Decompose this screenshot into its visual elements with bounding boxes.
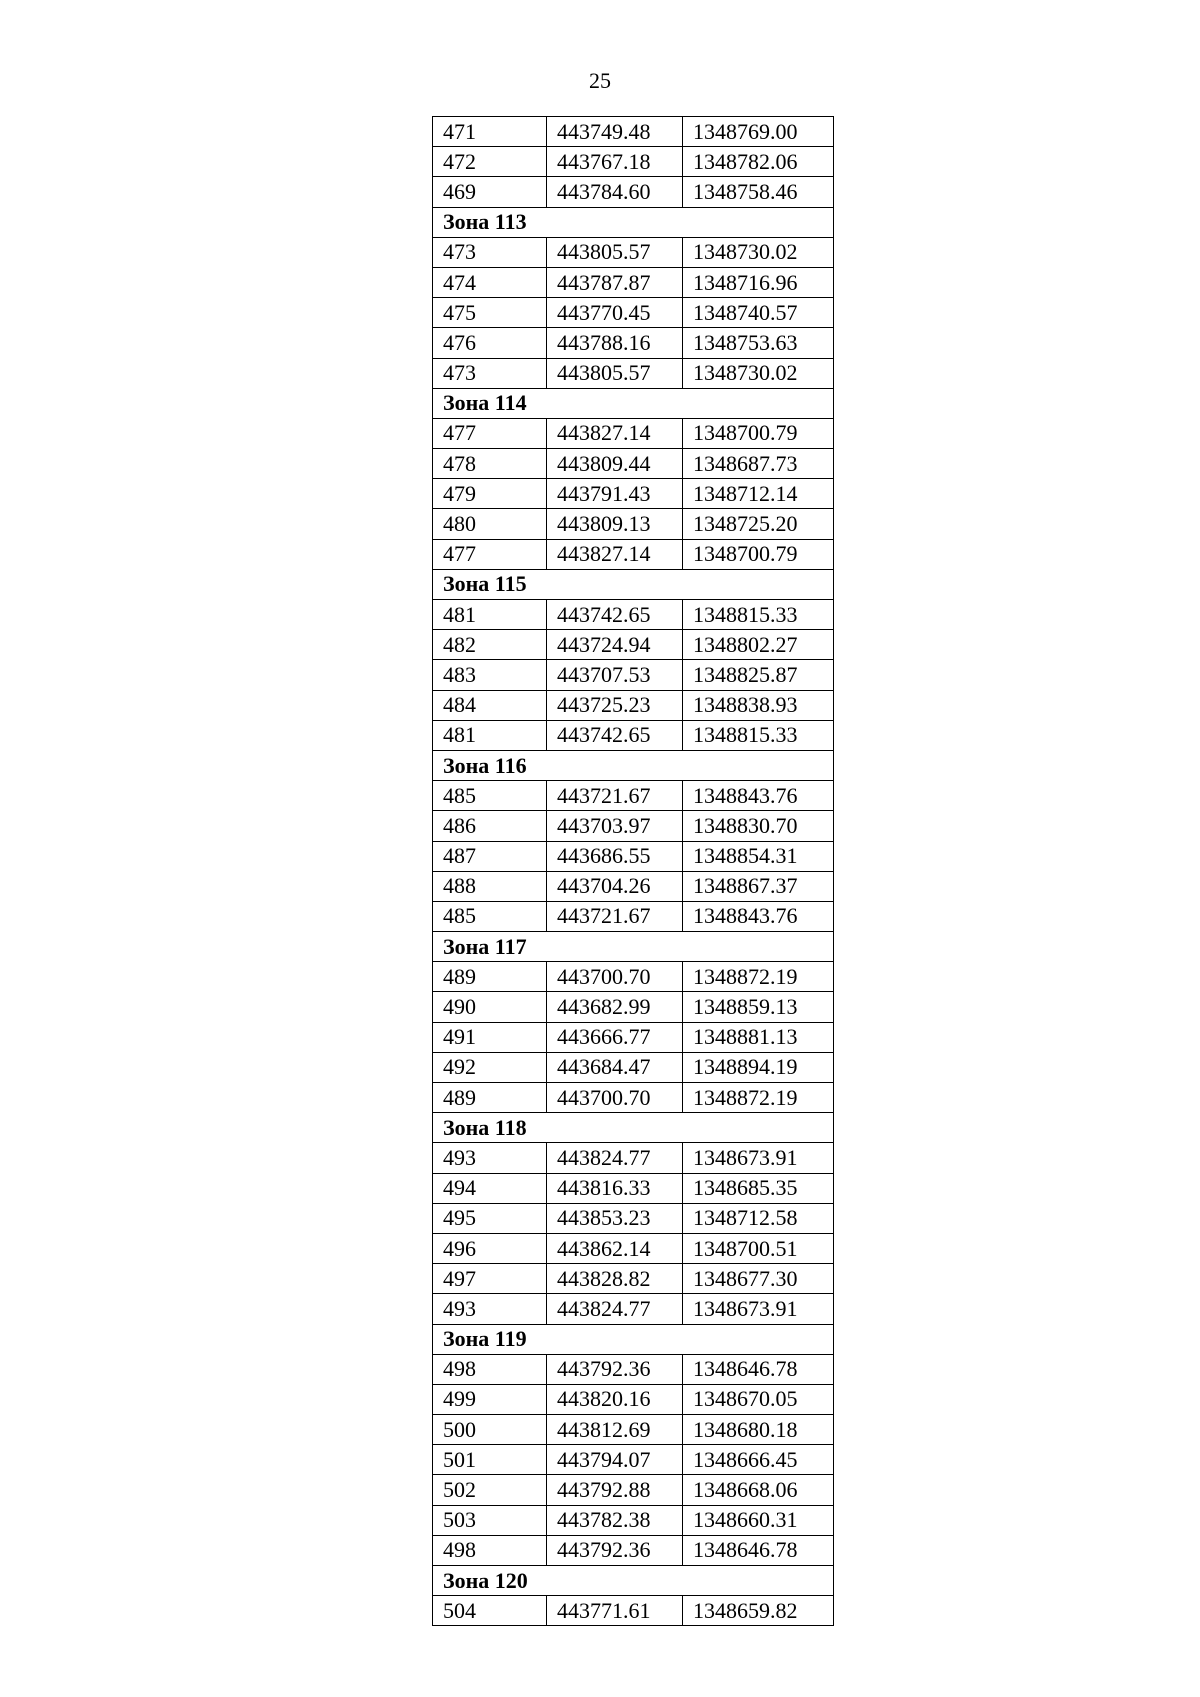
y-coordinate-cell: 1348782.06	[683, 147, 834, 177]
x-coordinate-cell: 443724.94	[547, 630, 683, 660]
y-coordinate-cell: 1348700.79	[683, 539, 834, 569]
point-number-cell: 495	[433, 1203, 547, 1233]
y-coordinate-cell: 1348881.13	[683, 1022, 834, 1052]
zone-label: Зона 118	[433, 1113, 834, 1143]
x-coordinate-cell: 443791.43	[547, 479, 683, 509]
zone-label: Зона 116	[433, 750, 834, 780]
point-number-cell: 501	[433, 1445, 547, 1475]
table-row	[433, 992, 834, 1022]
y-coordinate-cell: 1348730.02	[683, 358, 834, 388]
page-number: 25	[589, 68, 611, 93]
table-row	[433, 630, 834, 660]
point-number-cell: 471	[433, 117, 547, 147]
table-row	[433, 177, 834, 207]
zone-label: Зона 120	[433, 1566, 834, 1596]
point-number-cell: 478	[433, 449, 547, 479]
y-coordinate-cell: 1348802.27	[683, 630, 834, 660]
table-row	[433, 1384, 834, 1414]
table-row	[433, 1445, 834, 1475]
point-number-cell: 469	[433, 177, 547, 207]
x-coordinate-cell: 443682.99	[547, 992, 683, 1022]
point-number-cell: 487	[433, 841, 547, 871]
x-coordinate-cell: 443684.47	[547, 1052, 683, 1082]
point-number-cell: 491	[433, 1022, 547, 1052]
point-number-cell: 484	[433, 690, 547, 720]
y-coordinate-cell: 1348646.78	[683, 1535, 834, 1565]
y-coordinate-cell: 1348815.33	[683, 720, 834, 750]
y-coordinate-cell: 1348830.70	[683, 811, 834, 841]
table-row	[433, 267, 834, 297]
y-coordinate-cell: 1348859.13	[683, 992, 834, 1022]
x-coordinate-cell: 443767.18	[547, 147, 683, 177]
y-coordinate-cell: 1348700.79	[683, 418, 834, 448]
y-coordinate-cell: 1348685.35	[683, 1173, 834, 1203]
x-coordinate-cell: 443707.53	[547, 660, 683, 690]
y-coordinate-cell: 1348680.18	[683, 1415, 834, 1445]
table-row	[433, 1083, 834, 1113]
y-coordinate-cell: 1348668.06	[683, 1475, 834, 1505]
x-coordinate-cell: 443771.61	[547, 1596, 683, 1626]
x-coordinate-cell: 443749.48	[547, 117, 683, 147]
table-row	[433, 1354, 834, 1384]
x-coordinate-cell: 443805.57	[547, 358, 683, 388]
y-coordinate-cell: 1348677.30	[683, 1264, 834, 1294]
table-row	[433, 479, 834, 509]
y-coordinate-cell: 1348872.19	[683, 962, 834, 992]
point-number-cell: 480	[433, 509, 547, 539]
point-number-cell: 473	[433, 358, 547, 388]
y-coordinate-cell: 1348758.46	[683, 177, 834, 207]
x-coordinate-cell: 443784.60	[547, 177, 683, 207]
table-row	[433, 1022, 834, 1052]
y-coordinate-cell: 1348687.73	[683, 449, 834, 479]
x-coordinate-cell: 443816.33	[547, 1173, 683, 1203]
table-row	[433, 328, 834, 358]
x-coordinate-cell: 443862.14	[547, 1233, 683, 1263]
table-row	[433, 1294, 834, 1324]
x-coordinate-cell: 443805.57	[547, 237, 683, 267]
table-row	[433, 660, 834, 690]
table-row	[433, 600, 834, 630]
point-number-cell: 504	[433, 1596, 547, 1626]
point-number-cell: 477	[433, 418, 547, 448]
zone-label: Зона 114	[433, 388, 834, 418]
zone-label: Зона 119	[433, 1324, 834, 1354]
x-coordinate-cell: 443787.87	[547, 267, 683, 297]
x-coordinate-cell: 443828.82	[547, 1264, 683, 1294]
point-number-cell: 490	[433, 992, 547, 1022]
x-coordinate-cell: 443812.69	[547, 1415, 683, 1445]
point-number-cell: 500	[433, 1415, 547, 1445]
zone-header-row	[433, 388, 834, 418]
y-coordinate-cell: 1348660.31	[683, 1505, 834, 1535]
point-number-cell: 476	[433, 328, 547, 358]
table-row	[433, 1052, 834, 1082]
x-coordinate-cell: 443809.44	[547, 449, 683, 479]
point-number-cell: 498	[433, 1535, 547, 1565]
table-row	[433, 1596, 834, 1626]
y-coordinate-cell: 1348659.82	[683, 1596, 834, 1626]
coordinates-table-body	[433, 117, 834, 1626]
point-number-cell: 477	[433, 539, 547, 569]
table-row	[433, 298, 834, 328]
zone-header-row	[433, 932, 834, 962]
y-coordinate-cell: 1348700.51	[683, 1233, 834, 1263]
zone-label: Зона 117	[433, 932, 834, 962]
y-coordinate-cell: 1348725.20	[683, 509, 834, 539]
point-number-cell: 503	[433, 1505, 547, 1535]
table-row	[433, 901, 834, 931]
x-coordinate-cell: 443721.67	[547, 901, 683, 931]
table-row	[433, 690, 834, 720]
table-row	[433, 1203, 834, 1233]
point-number-cell: 485	[433, 901, 547, 931]
x-coordinate-cell: 443770.45	[547, 298, 683, 328]
table-row	[433, 1475, 834, 1505]
x-coordinate-cell: 443700.70	[547, 962, 683, 992]
x-coordinate-cell: 443703.97	[547, 811, 683, 841]
point-number-cell: 482	[433, 630, 547, 660]
table-row	[433, 237, 834, 267]
x-coordinate-cell: 443809.13	[547, 509, 683, 539]
table-row	[433, 1535, 834, 1565]
point-number-cell: 489	[433, 962, 547, 992]
y-coordinate-cell: 1348716.96	[683, 267, 834, 297]
x-coordinate-cell: 443824.77	[547, 1294, 683, 1324]
x-coordinate-cell: 443827.14	[547, 418, 683, 448]
zone-label: Зона 113	[433, 207, 834, 237]
x-coordinate-cell: 443782.38	[547, 1505, 683, 1535]
y-coordinate-cell: 1348815.33	[683, 600, 834, 630]
x-coordinate-cell: 443704.26	[547, 871, 683, 901]
table-row	[433, 1173, 834, 1203]
point-number-cell: 486	[433, 811, 547, 841]
x-coordinate-cell: 443794.07	[547, 1445, 683, 1475]
point-number-cell: 494	[433, 1173, 547, 1203]
y-coordinate-cell: 1348854.31	[683, 841, 834, 871]
y-coordinate-cell: 1348825.87	[683, 660, 834, 690]
table-row	[433, 147, 834, 177]
point-number-cell: 496	[433, 1233, 547, 1263]
y-coordinate-cell: 1348769.00	[683, 117, 834, 147]
coordinates-table	[432, 116, 834, 1626]
point-number-cell: 493	[433, 1294, 547, 1324]
y-coordinate-cell: 1348646.78	[683, 1354, 834, 1384]
table-row	[433, 781, 834, 811]
table-row	[433, 117, 834, 147]
zone-label: Зона 115	[433, 569, 834, 599]
table-row	[433, 1264, 834, 1294]
y-coordinate-cell: 1348753.63	[683, 328, 834, 358]
point-number-cell: 475	[433, 298, 547, 328]
zone-header-row	[433, 1566, 834, 1596]
point-number-cell: 489	[433, 1083, 547, 1113]
x-coordinate-cell: 443788.16	[547, 328, 683, 358]
table-row	[433, 841, 834, 871]
y-coordinate-cell: 1348666.45	[683, 1445, 834, 1475]
x-coordinate-cell: 443725.23	[547, 690, 683, 720]
x-coordinate-cell: 443820.16	[547, 1384, 683, 1414]
x-coordinate-cell: 443700.70	[547, 1083, 683, 1113]
y-coordinate-cell: 1348867.37	[683, 871, 834, 901]
x-coordinate-cell: 443742.65	[547, 720, 683, 750]
table-row	[433, 1233, 834, 1263]
x-coordinate-cell: 443792.36	[547, 1354, 683, 1384]
x-coordinate-cell: 443686.55	[547, 841, 683, 871]
y-coordinate-cell: 1348712.58	[683, 1203, 834, 1233]
y-coordinate-cell: 1348843.76	[683, 781, 834, 811]
x-coordinate-cell: 443792.88	[547, 1475, 683, 1505]
point-number-cell: 474	[433, 267, 547, 297]
point-number-cell: 483	[433, 660, 547, 690]
x-coordinate-cell: 443853.23	[547, 1203, 683, 1233]
point-number-cell: 493	[433, 1143, 547, 1173]
y-coordinate-cell: 1348673.91	[683, 1143, 834, 1173]
point-number-cell: 492	[433, 1052, 547, 1082]
table-row	[433, 720, 834, 750]
table-row	[433, 418, 834, 448]
point-number-cell: 498	[433, 1354, 547, 1384]
table-row	[433, 449, 834, 479]
zone-header-row	[433, 1324, 834, 1354]
point-number-cell: 473	[433, 237, 547, 267]
point-number-cell: 485	[433, 781, 547, 811]
point-number-cell: 497	[433, 1264, 547, 1294]
zone-header-row	[433, 207, 834, 237]
zone-header-row	[433, 750, 834, 780]
x-coordinate-cell: 443742.65	[547, 600, 683, 630]
table-row	[433, 962, 834, 992]
table-row	[433, 871, 834, 901]
table-row	[433, 539, 834, 569]
y-coordinate-cell: 1348843.76	[683, 901, 834, 931]
y-coordinate-cell: 1348730.02	[683, 237, 834, 267]
point-number-cell: 481	[433, 600, 547, 630]
x-coordinate-cell: 443666.77	[547, 1022, 683, 1052]
point-number-cell: 488	[433, 871, 547, 901]
y-coordinate-cell: 1348894.19	[683, 1052, 834, 1082]
point-number-cell: 481	[433, 720, 547, 750]
y-coordinate-cell: 1348670.05	[683, 1384, 834, 1414]
table-row	[433, 811, 834, 841]
x-coordinate-cell: 443824.77	[547, 1143, 683, 1173]
table-row	[433, 1415, 834, 1445]
table-row	[433, 509, 834, 539]
zone-header-row	[433, 1113, 834, 1143]
table-row	[433, 1505, 834, 1535]
y-coordinate-cell: 1348673.91	[683, 1294, 834, 1324]
point-number-cell: 502	[433, 1475, 547, 1505]
y-coordinate-cell: 1348872.19	[683, 1083, 834, 1113]
point-number-cell: 479	[433, 479, 547, 509]
y-coordinate-cell: 1348712.14	[683, 479, 834, 509]
x-coordinate-cell: 443721.67	[547, 781, 683, 811]
x-coordinate-cell: 443792.36	[547, 1535, 683, 1565]
table-row	[433, 1143, 834, 1173]
y-coordinate-cell: 1348838.93	[683, 690, 834, 720]
point-number-cell: 499	[433, 1384, 547, 1414]
table-row	[433, 358, 834, 388]
y-coordinate-cell: 1348740.57	[683, 298, 834, 328]
point-number-cell: 472	[433, 147, 547, 177]
x-coordinate-cell: 443827.14	[547, 539, 683, 569]
zone-header-row	[433, 569, 834, 599]
